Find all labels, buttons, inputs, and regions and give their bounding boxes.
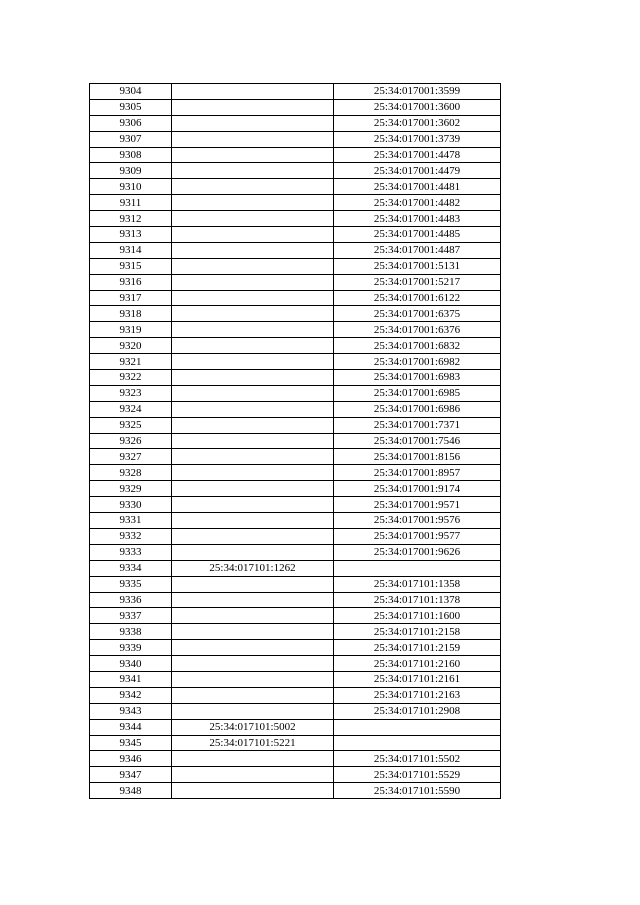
- table-row: [90, 528, 501, 544]
- cadastral-number-cell-a: [172, 544, 334, 560]
- table-row: [90, 417, 501, 433]
- cadastral-number-cell-b: 25:34:017101:1358: [334, 576, 501, 592]
- cadastral-number-cell-a: [172, 179, 334, 195]
- cadastral-number-cell-a: [172, 417, 334, 433]
- cadastral-number-cell-b: 25:34:017101:2908: [334, 703, 501, 719]
- cadastral-number-cell-b: 25:34:017001:9576: [334, 513, 501, 529]
- row-number-cell: 9338: [90, 624, 172, 640]
- cadastral-number-cell-b: 25:34:017101:5590: [334, 783, 501, 799]
- cadastral-number-cell-b: 25:34:017001:9571: [334, 497, 501, 513]
- table-row: [90, 227, 501, 243]
- table-row: [90, 385, 501, 401]
- cadastral-number-cell-b: 25:34:017001:7371: [334, 417, 501, 433]
- cadastral-number-cell-a: [172, 465, 334, 481]
- table-row: [90, 640, 501, 656]
- row-number-cell: 9313: [90, 227, 172, 243]
- cadastral-number-cell-b: 25:34:017101:5502: [334, 751, 501, 767]
- row-number-cell: 9315: [90, 258, 172, 274]
- row-number-cell: 9327: [90, 449, 172, 465]
- row-number-cell: 9319: [90, 322, 172, 338]
- table-row: [90, 544, 501, 560]
- cadastral-number-cell-b: 25:34:017001:6375: [334, 306, 501, 322]
- row-number-cell: 9348: [90, 783, 172, 799]
- cadastral-number-cell-a: [172, 370, 334, 386]
- row-number-cell: 9320: [90, 338, 172, 354]
- cadastral-number-cell-b: 25:34:017001:4483: [334, 211, 501, 227]
- table-row: [90, 290, 501, 306]
- table-row: [90, 306, 501, 322]
- table-row: [90, 671, 501, 687]
- row-number-cell: 9305: [90, 99, 172, 115]
- table-row: [90, 401, 501, 417]
- cadastral-number-cell-a: [172, 608, 334, 624]
- cadastral-number-cell-b: 25:34:017001:4478: [334, 147, 501, 163]
- cadastral-number-cell-b: 25:34:017001:6832: [334, 338, 501, 354]
- table-row: [90, 131, 501, 147]
- row-number-cell: 9325: [90, 417, 172, 433]
- table-row: [90, 99, 501, 115]
- cadastral-number-cell-b: 25:34:017001:6985: [334, 385, 501, 401]
- row-number-cell: 9328: [90, 465, 172, 481]
- row-number-cell: 9334: [90, 560, 172, 576]
- table-row: [90, 115, 501, 131]
- cadastral-number-cell-a: [172, 322, 334, 338]
- cadastral-number-cell-a: [172, 783, 334, 799]
- table-row: [90, 703, 501, 719]
- cadastral-number-cell-b: 25:34:017001:4481: [334, 179, 501, 195]
- table-body: [90, 84, 501, 799]
- table-row: [90, 322, 501, 338]
- cadastral-number-cell-a: [172, 242, 334, 258]
- table-row: [90, 608, 501, 624]
- cadastral-number-cell-a: [172, 640, 334, 656]
- table-row: [90, 354, 501, 370]
- cadastral-number-cell-a: [172, 195, 334, 211]
- table-row: [90, 513, 501, 529]
- cadastral-number-cell-a: [172, 354, 334, 370]
- row-number-cell: 9337: [90, 608, 172, 624]
- cadastral-number-cell-a: [172, 767, 334, 783]
- row-number-cell: 9311: [90, 195, 172, 211]
- cadastral-number-cell-a: [172, 449, 334, 465]
- cadastral-number-cell-a: [172, 147, 334, 163]
- row-number-cell: 9310: [90, 179, 172, 195]
- row-number-cell: 9323: [90, 385, 172, 401]
- cadastral-number-cell-a: [172, 115, 334, 131]
- row-number-cell: 9318: [90, 306, 172, 322]
- cadastral-number-cell-a: [172, 131, 334, 147]
- table-row: [90, 576, 501, 592]
- cadastral-number-cell-a: 25:34:017101:1262: [172, 560, 334, 576]
- cadastral-number-cell-b: 25:34:017101:1378: [334, 592, 501, 608]
- row-number-cell: 9332: [90, 528, 172, 544]
- row-number-cell: 9336: [90, 592, 172, 608]
- cadastral-number-cell-a: [172, 211, 334, 227]
- row-number-cell: 9324: [90, 401, 172, 417]
- cadastral-number-cell-a: [172, 703, 334, 719]
- cadastral-number-cell-b: 25:34:017001:6983: [334, 370, 501, 386]
- cadastral-number-cell-a: [172, 99, 334, 115]
- cadastral-number-cell-b: 25:34:017001:3600: [334, 99, 501, 115]
- cadastral-number-cell-b: 25:34:017001:8156: [334, 449, 501, 465]
- row-number-cell: 9331: [90, 513, 172, 529]
- cadastral-number-cell-b: 25:34:017001:4479: [334, 163, 501, 179]
- row-number-cell: 9304: [90, 84, 172, 100]
- table-row: [90, 433, 501, 449]
- cadastral-number-cell-b: 25:34:017101:2163: [334, 687, 501, 703]
- cadastral-number-cell-b: 25:34:017001:3739: [334, 131, 501, 147]
- table-row: [90, 147, 501, 163]
- table-row: [90, 195, 501, 211]
- cadastral-number-cell-b: 25:34:017101:2158: [334, 624, 501, 640]
- cadastral-number-cell-b: 25:34:017001:6376: [334, 322, 501, 338]
- cadastral-number-cell-b: 25:34:017001:9577: [334, 528, 501, 544]
- table-row: [90, 481, 501, 497]
- cadastral-number-cell-b: 25:34:017001:3602: [334, 115, 501, 131]
- table-row: [90, 687, 501, 703]
- cadastral-number-cell-a: [172, 433, 334, 449]
- cadastral-number-cell-b: 25:34:017001:9626: [334, 544, 501, 560]
- cadastral-number-cell-b: 25:34:017101:2161: [334, 671, 501, 687]
- table-row: [90, 211, 501, 227]
- cadastral-number-cell-a: [172, 576, 334, 592]
- table-row: [90, 592, 501, 608]
- table-row: [90, 163, 501, 179]
- cadastral-number-cell-a: 25:34:017101:5221: [172, 735, 334, 751]
- table-row: [90, 560, 501, 576]
- cadastral-number-cell-b: 25:34:017001:8957: [334, 465, 501, 481]
- cadastral-number-cell-b: 25:34:017001:5217: [334, 274, 501, 290]
- cadastral-number-cell-a: 25:34:017101:5002: [172, 719, 334, 735]
- cadastral-number-cell-b: 25:34:017001:7546: [334, 433, 501, 449]
- row-number-cell: 9345: [90, 735, 172, 751]
- row-number-cell: 9307: [90, 131, 172, 147]
- row-number-cell: 9333: [90, 544, 172, 560]
- cadastral-number-cell-b: 25:34:017101:2160: [334, 656, 501, 672]
- row-number-cell: 9306: [90, 115, 172, 131]
- row-number-cell: 9312: [90, 211, 172, 227]
- table-row: [90, 767, 501, 783]
- row-number-cell: 9339: [90, 640, 172, 656]
- cadastral-number-cell-a: [172, 401, 334, 417]
- cadastral-number-cell-b: 25:34:017001:6122: [334, 290, 501, 306]
- row-number-cell: 9344: [90, 719, 172, 735]
- row-number-cell: 9346: [90, 751, 172, 767]
- row-number-cell: 9342: [90, 687, 172, 703]
- cadastral-number-cell-b: 25:34:017001:6986: [334, 401, 501, 417]
- cadastral-number-cell-a: [172, 258, 334, 274]
- cadastral-number-cell-a: [172, 290, 334, 306]
- cadastral-number-table: [89, 83, 501, 799]
- cadastral-number-cell-b: 25:34:017001:6982: [334, 354, 501, 370]
- row-number-cell: 9347: [90, 767, 172, 783]
- cadastral-number-cell-a: [172, 306, 334, 322]
- table-row: [90, 274, 501, 290]
- cadastral-number-cell-a: [172, 624, 334, 640]
- row-number-cell: 9340: [90, 656, 172, 672]
- cadastral-number-cell-b: 25:34:017101:2159: [334, 640, 501, 656]
- table-row: [90, 624, 501, 640]
- cadastral-number-cell-b: 25:34:017001:4482: [334, 195, 501, 211]
- cadastral-number-cell-b: [334, 560, 501, 576]
- cadastral-number-cell-a: [172, 481, 334, 497]
- cadastral-number-cell-a: [172, 163, 334, 179]
- cadastral-number-cell-b: 25:34:017101:5529: [334, 767, 501, 783]
- cadastral-number-cell-a: [172, 497, 334, 513]
- row-number-cell: 9335: [90, 576, 172, 592]
- cadastral-number-cell-a: [172, 227, 334, 243]
- cadastral-number-cell-a: [172, 385, 334, 401]
- cadastral-number-cell-a: [172, 338, 334, 354]
- row-number-cell: 9316: [90, 274, 172, 290]
- table-row: [90, 370, 501, 386]
- cadastral-number-cell-b: 25:34:017001:5131: [334, 258, 501, 274]
- table-row: [90, 497, 501, 513]
- row-number-cell: 9329: [90, 481, 172, 497]
- row-number-cell: 9330: [90, 497, 172, 513]
- table-row: [90, 242, 501, 258]
- row-number-cell: 9326: [90, 433, 172, 449]
- cadastral-number-cell-b: 25:34:017001:4485: [334, 227, 501, 243]
- table-row: [90, 735, 501, 751]
- cadastral-number-cell-a: [172, 592, 334, 608]
- table-row: [90, 719, 501, 735]
- cadastral-number-cell-a: [172, 274, 334, 290]
- cadastral-number-cell-a: [172, 656, 334, 672]
- cadastral-number-cell-a: [172, 671, 334, 687]
- table-row: [90, 179, 501, 195]
- cadastral-number-cell-b: 25:34:017001:3599: [334, 84, 501, 100]
- row-number-cell: 9314: [90, 242, 172, 258]
- table-row: [90, 449, 501, 465]
- row-number-cell: 9321: [90, 354, 172, 370]
- row-number-cell: 9317: [90, 290, 172, 306]
- row-number-cell: 9341: [90, 671, 172, 687]
- table-row: [90, 656, 501, 672]
- cadastral-number-cell-a: [172, 687, 334, 703]
- table-row: [90, 783, 501, 799]
- row-number-cell: 9309: [90, 163, 172, 179]
- table-row: [90, 258, 501, 274]
- table-row: [90, 751, 501, 767]
- cadastral-number-cell-b: [334, 735, 501, 751]
- cadastral-number-cell-b: [334, 719, 501, 735]
- table-row: [90, 465, 501, 481]
- cadastral-number-cell-a: [172, 528, 334, 544]
- row-number-cell: 9308: [90, 147, 172, 163]
- cadastral-number-cell-b: 25:34:017101:1600: [334, 608, 501, 624]
- cadastral-number-cell-b: 25:34:017001:4487: [334, 242, 501, 258]
- cadastral-number-cell-b: 25:34:017001:9174: [334, 481, 501, 497]
- row-number-cell: 9322: [90, 370, 172, 386]
- row-number-cell: 9343: [90, 703, 172, 719]
- cadastral-number-cell-a: [172, 751, 334, 767]
- cadastral-number-cell-a: [172, 513, 334, 529]
- table-row: [90, 338, 501, 354]
- cadastral-number-cell-a: [172, 84, 334, 100]
- table-row: [90, 84, 501, 100]
